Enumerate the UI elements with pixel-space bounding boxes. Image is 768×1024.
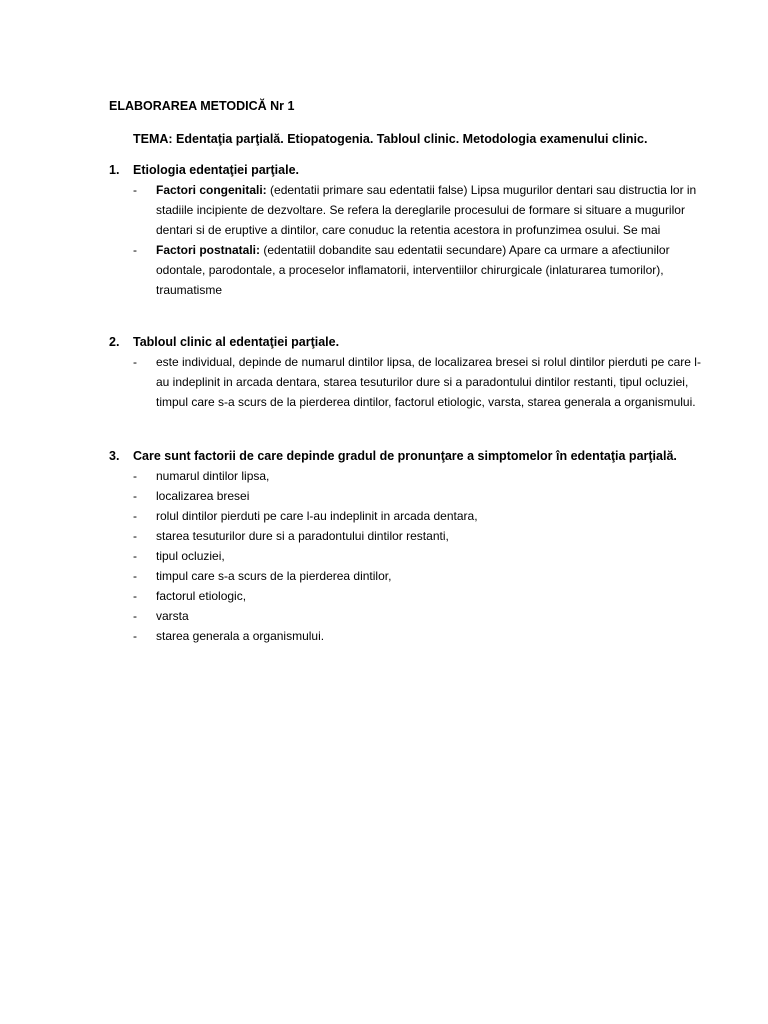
list-item xyxy=(109,240,709,300)
list-item xyxy=(109,486,709,506)
list-item-body xyxy=(156,240,709,300)
list-item xyxy=(109,566,709,586)
list-item-text: numarul dintilor lipsa, xyxy=(156,469,270,483)
list-item-text: varsta xyxy=(156,609,189,623)
list-item-text: timpul care s-a scurs de la pierderea dintilor, xyxy=(156,569,392,583)
section-title: Care sunt factorii de care depinde gradul de pronunţare a simptomelor în edentaţia parţială. xyxy=(133,449,677,463)
section-heading xyxy=(109,332,709,352)
list-item xyxy=(109,506,709,526)
list-dash: - xyxy=(133,529,137,543)
document-topic: TEMA: Edentaţia parţială. Etiopatogenia. Tabloul clinic. Metodologia examenului clinic. xyxy=(133,132,648,146)
list-item-text: rolul dintilor pierduti pe care l-au indeplinit in arcada dentara, xyxy=(156,509,478,523)
list-item-text: starea generala a organismului. xyxy=(156,629,325,643)
list-dash: - xyxy=(133,469,137,483)
item-label: Factori postnatali: xyxy=(156,243,261,257)
list-dash: - xyxy=(133,489,137,503)
list-dash: - xyxy=(133,609,137,623)
section-number: 2. xyxy=(109,335,120,349)
section-clinical-picture xyxy=(109,332,709,412)
item-label: Factori congenitali: xyxy=(156,183,267,197)
list-item-body xyxy=(156,180,709,240)
section-number: 3. xyxy=(109,449,120,463)
list-item xyxy=(109,546,709,566)
list-dash: - xyxy=(133,589,137,603)
list-dash: - xyxy=(133,183,137,197)
list-item-text: starea tesuturilor dure si a paradontului dintilor restanti, xyxy=(156,529,449,543)
list-item xyxy=(109,466,709,486)
section-title: Tabloul clinic al edentaţiei parţiale. xyxy=(133,335,340,349)
list-dash: - xyxy=(133,629,137,643)
item-text: (edentatiil dobandite sau edentatii secundare) Apare ca urmare a afectiunilor odontale, parodontale, a proceselor inflamatorii, interventiilor chirurgicale (inlaturarea tumorilor), traumatisme xyxy=(156,243,670,297)
section-symptom-factors xyxy=(109,446,709,646)
list-item-text: localizarea bresei xyxy=(156,489,250,503)
section-heading xyxy=(109,160,709,180)
list-item xyxy=(109,606,709,626)
list-item xyxy=(109,586,709,606)
list-item-body xyxy=(156,352,709,412)
list-dash: - xyxy=(133,509,137,523)
list-item xyxy=(109,180,709,240)
list-item-text: tipul ocluziei, xyxy=(156,549,225,563)
section-heading xyxy=(109,446,709,466)
item-text: (edentatii primare sau edentatii false) Lipsa mugurilor dentari sau distructia lor in stadiile incipiente de dezvoltare. Se refera la dereglarile procesului de formare si situare a mugurilor dentari si de eruptive a dintilor, care conuduc la retentia acestora in profunzimea osului. Se mai xyxy=(156,183,697,237)
list-item xyxy=(109,626,709,646)
document-title: ELABORAREA METODICĂ Nr 1 xyxy=(109,99,295,113)
list-dash: - xyxy=(133,243,137,257)
list-item-text: factorul etiologic, xyxy=(156,589,247,603)
section-title: Etiologia edentaţiei parţiale. xyxy=(133,163,300,177)
list-item xyxy=(109,352,709,412)
list-dash: - xyxy=(133,569,137,583)
section-etiology xyxy=(109,160,709,300)
list-item xyxy=(109,526,709,546)
list-dash: - xyxy=(133,355,137,369)
section-number: 1. xyxy=(109,163,120,177)
item-text: este individual, depinde de numarul dintilor lipsa, de localizarea bresei si rolul dintilor pierduti pe care l-au indeplinit in arcada dentara, starea tesuturilor dure si a paradontului dintilor restanti, tipul ocluziei, timpul care s-a scurs de la pierderea dintilor, factorul etiologic, varsta, starea generala a organismului. xyxy=(156,355,701,409)
list-dash: - xyxy=(133,549,137,563)
